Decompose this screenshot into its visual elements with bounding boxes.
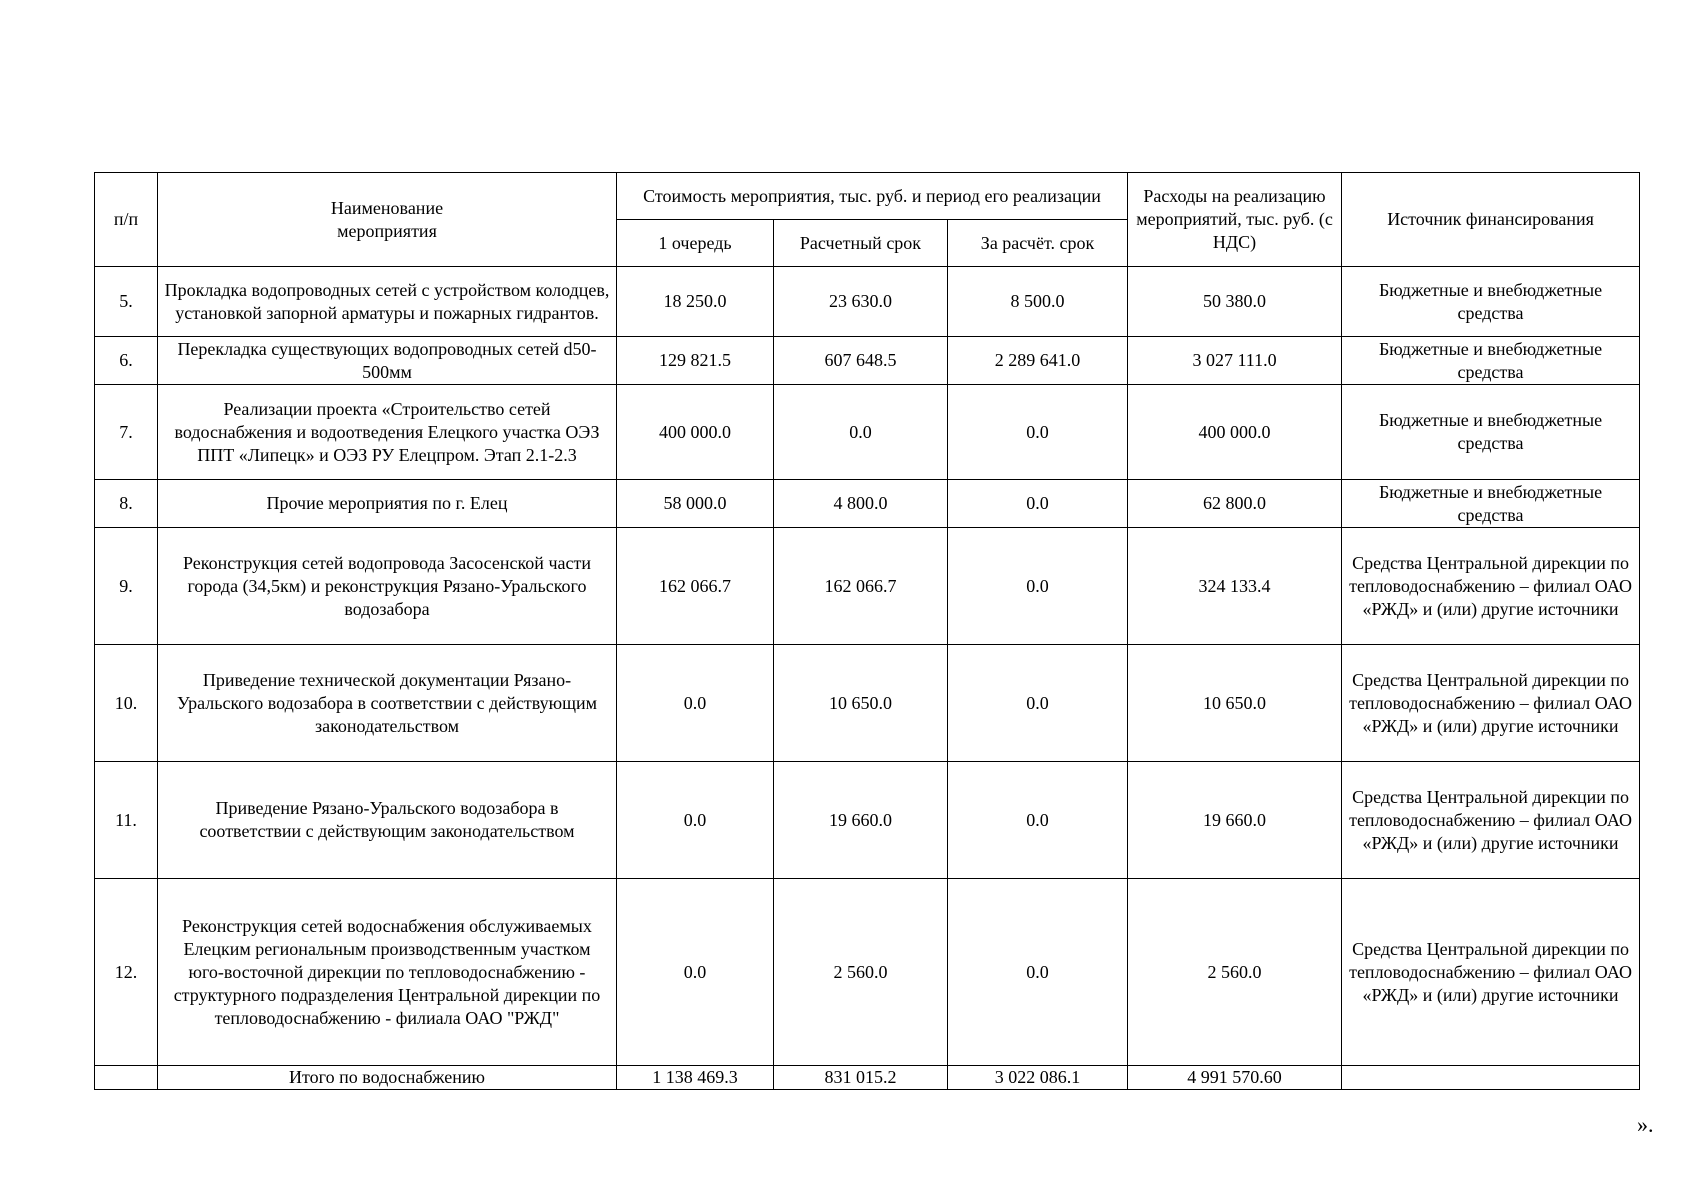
expenses-value: 10 650.0 [1128, 645, 1342, 762]
after-calc-value: 2 289 641.0 [948, 337, 1128, 385]
stage-1-value: 0.0 [617, 879, 774, 1066]
calc-period-value: 4 800.0 [774, 480, 948, 528]
stage-1-value: 0.0 [617, 762, 774, 879]
table-row [95, 480, 1640, 528]
expenses-value: 324 133.4 [1128, 528, 1342, 645]
measure-name: Реконструкция сетей водопровода Засосенской части города (34,5км) и реконструкция Рязано-Уральского водозабора [158, 528, 617, 645]
stage-1-value: 129 821.5 [617, 337, 774, 385]
total-empty-source [1342, 1066, 1640, 1090]
header-cost-group: Стоимость мероприятия, тыс. руб. и период его реализации [617, 173, 1128, 220]
measure-name: Реконструкция сетей водоснабжения обслуживаемых Елецким региональным производственным участком юго-восточной дирекции по тепловодоснабжению - структурного подразделения Центральной дирекции по тепловодоснабжению - филиала ОАО "РЖД" [158, 879, 617, 1066]
table-row [95, 267, 1640, 337]
measure-name: Приведение технической документации Рязано-Уральского водозабора в соответствии с действующим законодательством [158, 645, 617, 762]
after-calc-value: 0.0 [948, 879, 1128, 1066]
after-calc-value: 0.0 [948, 645, 1128, 762]
total-after-calc: 3 022 086.1 [948, 1066, 1128, 1090]
funding-source: Средства Центральной дирекции по тепловодоснабжению – филиал ОАО «РЖД» и (или) другие источники [1342, 762, 1640, 879]
total-label: Итого по водоснабжению [158, 1066, 617, 1090]
table-row [95, 879, 1640, 1066]
header-expenses: Расходы на реализацию мероприятий, тыс. руб. (с НДС) [1128, 173, 1342, 267]
calc-period-value: 162 066.7 [774, 528, 948, 645]
expenses-value: 400 000.0 [1128, 385, 1342, 480]
expenses-value: 3 027 111.0 [1128, 337, 1342, 385]
calc-period-value: 2 560.0 [774, 879, 948, 1066]
header-funding-source: Источник финансирования [1342, 173, 1640, 267]
header-calc-period: Расчетный срок [774, 220, 948, 267]
expenses-value: 50 380.0 [1128, 267, 1342, 337]
funding-source: Бюджетные и внебюджетные средства [1342, 385, 1640, 480]
row-number: 12. [95, 879, 158, 1066]
header-number: п/п [95, 173, 158, 267]
measure-name: Перекладка существующих водопроводных сетей d50-500мм [158, 337, 617, 385]
measure-name: Прочие мероприятия по г. Елец [158, 480, 617, 528]
funding-source: Бюджетные и внебюджетные средства [1342, 337, 1640, 385]
total-expenses: 4 991 570.60 [1128, 1066, 1342, 1090]
total-stage-1: 1 138 469.3 [617, 1066, 774, 1090]
total-empty-number [95, 1066, 158, 1090]
stage-1-value: 162 066.7 [617, 528, 774, 645]
calc-period-value: 10 650.0 [774, 645, 948, 762]
table-row [95, 762, 1640, 879]
calc-period-value: 23 630.0 [774, 267, 948, 337]
stage-1-value: 0.0 [617, 645, 774, 762]
row-number: 10. [95, 645, 158, 762]
funding-source: Бюджетные и внебюджетные средства [1342, 480, 1640, 528]
row-number: 6. [95, 337, 158, 385]
after-calc-value: 0.0 [948, 762, 1128, 879]
funding-source: Средства Центральной дирекции по тепловодоснабжению – филиал ОАО «РЖД» и (или) другие источники [1342, 879, 1640, 1066]
water-supply-measures-table [94, 172, 1640, 1090]
table-row [95, 528, 1640, 645]
closing-quote-mark: ». [1637, 1112, 1654, 1137]
table-row [95, 337, 1640, 385]
calc-period-value: 0.0 [774, 385, 948, 480]
row-number: 8. [95, 480, 158, 528]
funding-source: Средства Центральной дирекции по тепловодоснабжению – филиал ОАО «РЖД» и (или) другие источники [1342, 645, 1640, 762]
stage-1-value: 18 250.0 [617, 267, 774, 337]
table-row [95, 385, 1640, 480]
after-calc-value: 0.0 [948, 528, 1128, 645]
after-calc-value: 8 500.0 [948, 267, 1128, 337]
table-row [95, 645, 1640, 762]
expenses-value: 2 560.0 [1128, 879, 1342, 1066]
total-row [95, 1066, 1640, 1090]
after-calc-value: 0.0 [948, 385, 1128, 480]
calc-period-value: 607 648.5 [774, 337, 948, 385]
header-measure-name: Наименование мероприятия [158, 173, 617, 267]
funding-source: Бюджетные и внебюджетные средства [1342, 267, 1640, 337]
expenses-value: 62 800.0 [1128, 480, 1342, 528]
row-number: 11. [95, 762, 158, 879]
stage-1-value: 58 000.0 [617, 480, 774, 528]
funding-source: Средства Центральной дирекции по тепловодоснабжению – филиал ОАО «РЖД» и (или) другие источники [1342, 528, 1640, 645]
measure-name: Прокладка водопроводных сетей с устройством колодцев, установкой запорной арматуры и пожарных гидрантов. [158, 267, 617, 337]
row-number: 5. [95, 267, 158, 337]
after-calc-value: 0.0 [948, 480, 1128, 528]
expenses-value: 19 660.0 [1128, 762, 1342, 879]
stage-1-value: 400 000.0 [617, 385, 774, 480]
row-number: 9. [95, 528, 158, 645]
row-number: 7. [95, 385, 158, 480]
measure-name: Реализации проекта «Строительство сетей водоснабжения и водоотведения Елецкого участка ОЭЗ ППТ «Липецк» и ОЭЗ РУ Елецпром. Этап 2.1-2.3 [158, 385, 617, 480]
measure-name: Приведение Рязано-Уральского водозабора в соответствии с действующим законодательством [158, 762, 617, 879]
header-after-calc-period: За расчёт. срок [948, 220, 1128, 267]
total-calc-period: 831 015.2 [774, 1066, 948, 1090]
calc-period-value: 19 660.0 [774, 762, 948, 879]
header-stage-1: 1 очередь [617, 220, 774, 267]
